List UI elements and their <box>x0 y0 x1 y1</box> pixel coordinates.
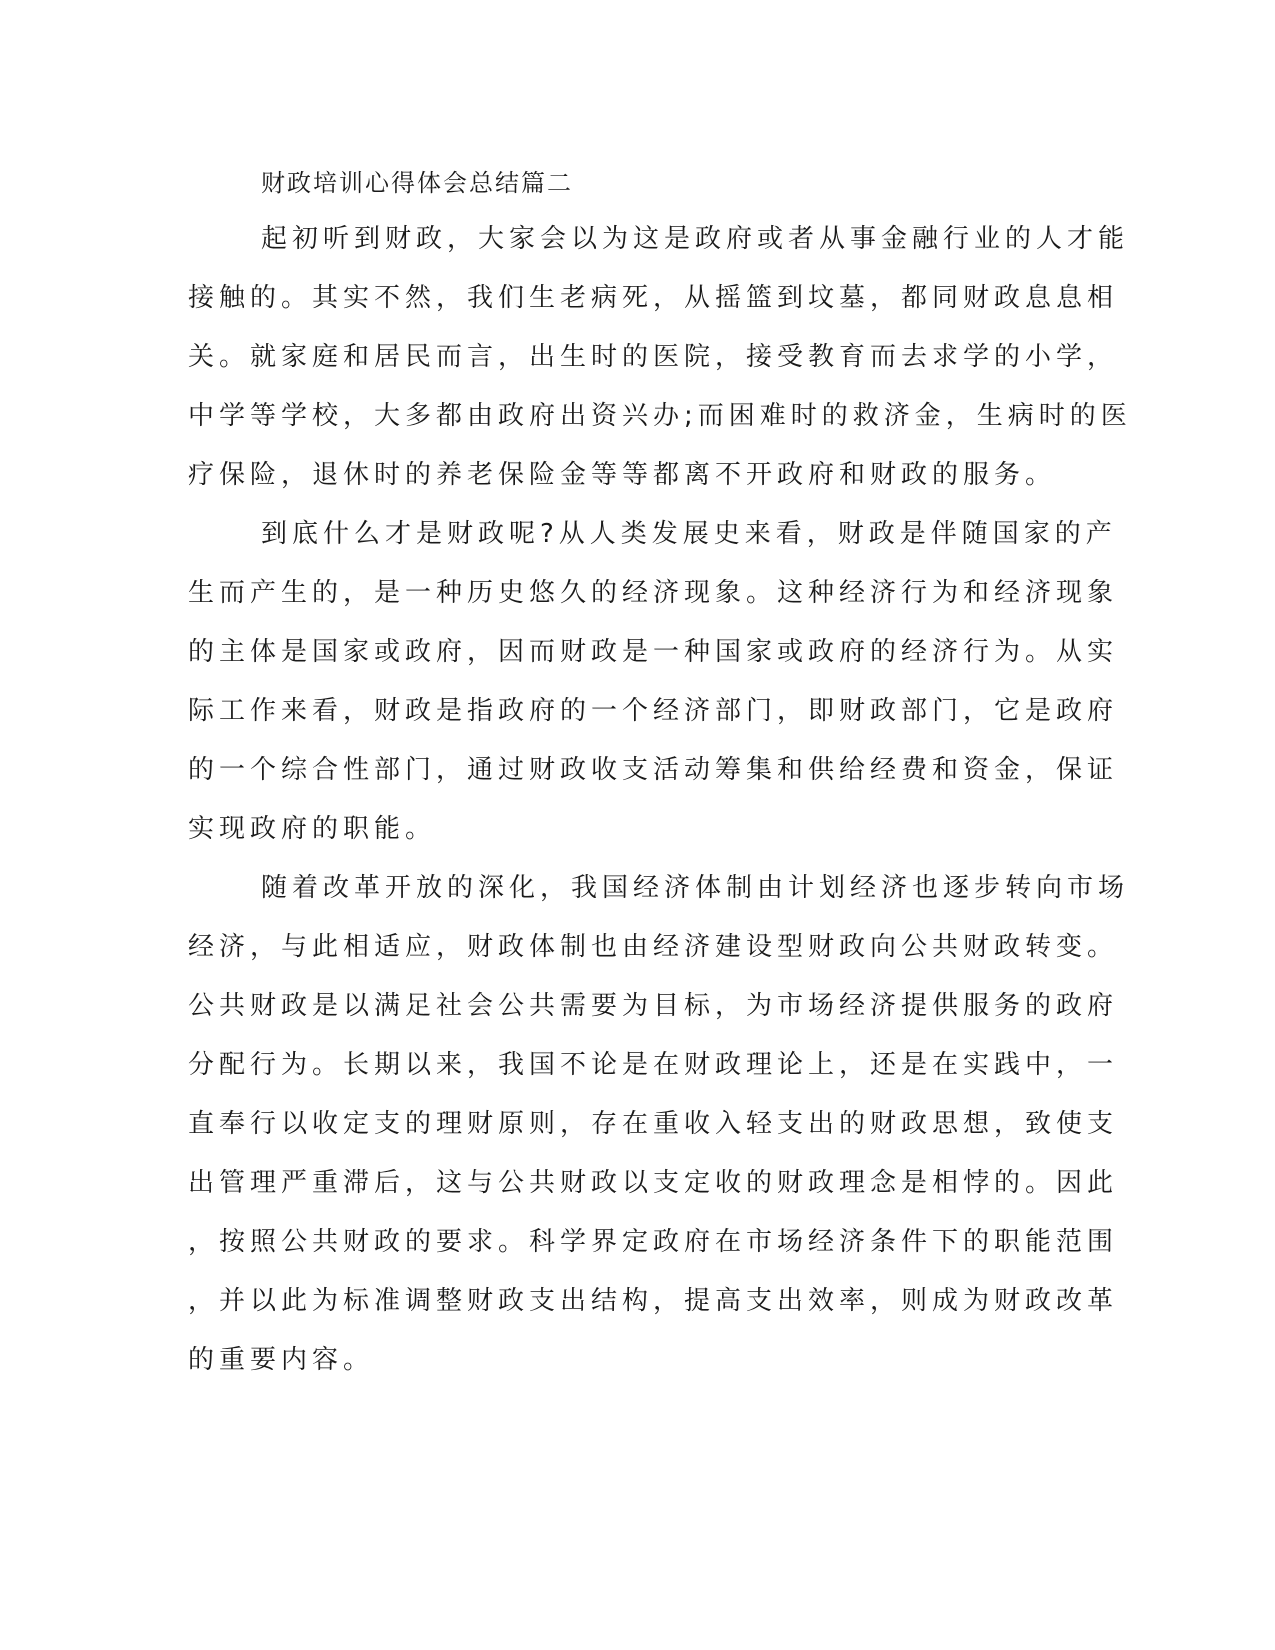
paragraph-1-line-3: 关。就家庭和居民而言，出生时的医院，接受教育而去求学的小学， <box>188 342 1119 372</box>
document-title: 财政培训心得体会总结篇二 <box>261 169 573 197</box>
paragraph-1-line-2: 接触的。其实不然，我们生老病死，从摇篮到坟墓，都同财政息息相 <box>188 283 1119 313</box>
paragraph-3-line-8: ，并以此为标准调整财政支出结构，提高支出效率，则成为财政改革 <box>188 1286 1119 1316</box>
paragraph-1-line-4: 中学等学校，大多都由政府出资兴办;而困难时的救济金，生病时的医 <box>188 401 1132 431</box>
paragraph-2-line-1: 到底什么才是财政呢?从人类发展史来看，财政是伴随国家的产 <box>261 519 1117 549</box>
paragraph-2-line-3: 的主体是国家或政府，因而财政是一种国家或政府的经济行为。从实 <box>188 637 1119 667</box>
paragraph-1-line-5: 疗保险，退休时的养老保险金等等都离不开政府和财政的服务。 <box>188 460 1057 490</box>
paragraph-2-line-6: 实现政府的职能。 <box>188 814 437 844</box>
paragraph-2-line-2: 生而产生的，是一种历史悠久的经济现象。这种经济行为和经济现象 <box>188 578 1119 608</box>
paragraph-3-line-5: 直奉行以收定支的理财原则，存在重收入轻支出的财政思想，致使支 <box>188 1109 1119 1139</box>
paragraph-2-line-4: 际工作来看，财政是指政府的一个经济部门，即财政部门，它是政府 <box>188 696 1119 726</box>
paragraph-3-line-1: 随着改革开放的深化，我国经济体制由计划经济也逐步转向市场 <box>261 873 1130 903</box>
paragraph-3-line-9: 的重要内容。 <box>188 1345 375 1375</box>
paragraph-3-line-7: ，按照公共财政的要求。科学界定政府在市场经济条件下的职能范围 <box>188 1227 1119 1257</box>
paragraph-3-line-2: 经济，与此相适应，财政体制也由经济建设型财政向公共财政转变。 <box>188 932 1119 962</box>
paragraph-2-line-5: 的一个综合性部门，通过财政收支活动筹集和供给经费和资金，保证 <box>188 755 1119 785</box>
paragraph-3-line-6: 出管理严重滞后，这与公共财政以支定收的财政理念是相悖的。因此 <box>188 1168 1119 1198</box>
paragraph-3-line-4: 分配行为。长期以来，我国不论是在财政理论上，还是在实践中，一 <box>188 1050 1119 1080</box>
paragraph-1-line-1: 起初听到财政，大家会以为这是政府或者从事金融行业的人才能 <box>261 224 1130 254</box>
paragraph-3-line-3: 公共财政是以满足社会公共需要为目标，为市场经济提供服务的政府 <box>188 991 1119 1021</box>
